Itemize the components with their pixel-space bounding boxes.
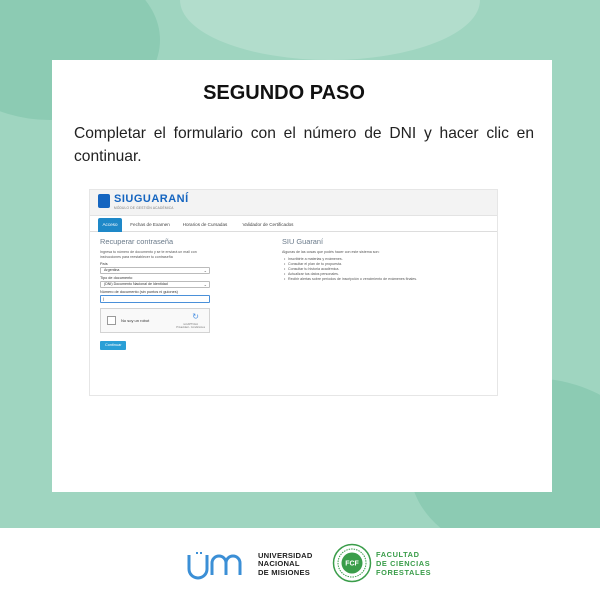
doc-number-input[interactable]: | <box>100 295 210 303</box>
step-instruction: Completar el formulario con el número de DNI y hacer clic en continuar. <box>74 125 534 165</box>
unam-logo-icon <box>186 549 252 581</box>
siu-header <box>90 190 497 216</box>
background-blob <box>180 0 480 60</box>
siu-info-intro: Algunas de las cosas que podés hacer con este sistema son: <box>282 250 380 254</box>
fcf-name <box>376 551 431 577</box>
country-select[interactable] <box>100 267 210 274</box>
unam-name <box>258 552 313 577</box>
unam-name-line: NACIONAL <box>258 559 300 569</box>
country-label: País <box>100 262 108 266</box>
doc-number-label: Número de documento (sin puntos ni guiones) <box>100 290 178 294</box>
tab-validador-de-certificados[interactable]: Validador de Certificados <box>242 222 294 227</box>
country-select-value: Argentina <box>104 268 120 272</box>
list-item: • Inscribirte a materias y exámenes. <box>288 257 482 262</box>
siu-info-heading: SIU Guaraní <box>282 237 324 246</box>
fcf-seal-icon <box>332 543 372 583</box>
footer <box>0 528 600 600</box>
continue-button[interactable]: Continuar <box>100 341 126 350</box>
chevron-down-icon: ⌄ <box>203 268 207 273</box>
recaptcha-icon: ↻ <box>192 312 199 321</box>
doc-type-select-value: (DNI) Documento Nacional de Identidad <box>104 282 168 286</box>
recover-help-text: Ingresa tu número de documento y se te enviará un mail con instrucciones para reestablecer tu contraseña <box>100 250 197 259</box>
recaptcha-checkbox[interactable] <box>107 316 116 325</box>
doc-type-select[interactable] <box>100 281 210 288</box>
tab-fechas-de-examen[interactable]: Fechas de Examen <box>130 222 170 227</box>
tab-horarios-de-cursadas[interactable]: Horarios de Cursadas <box>182 222 228 227</box>
siu-info-panel <box>282 237 482 282</box>
fcf-name-line: FORESTALES <box>376 567 432 577</box>
recaptcha-brand-name: reCAPTCHA <box>183 323 198 326</box>
unam-name-line: UNIVERSIDAD <box>258 551 313 560</box>
list-item: • Consultar tu historia académica. <box>288 267 482 272</box>
fcf-seal-text: FCF <box>345 560 359 568</box>
fcf-name-line: FACULTAD <box>376 550 420 559</box>
recaptcha-label: No soy un robot <box>121 318 150 323</box>
recaptcha-widget <box>100 308 210 333</box>
tab-acceso[interactable]: Acceso <box>98 218 122 232</box>
siu-tabs <box>90 216 497 232</box>
siu-logo-text: SIUGUARANÍ <box>114 193 189 205</box>
list-item: • Recibir alertas sobre períodos de inscripción o vencimiento de exámenes finales. <box>288 277 482 282</box>
list-item: • Consultar el plan de tu propuesta. <box>288 262 482 267</box>
unam-name-line: DE MISIONES <box>258 567 310 577</box>
list-item: • Actualizar tus datos personales. <box>288 272 482 277</box>
doc-type-label: Tipo de documento <box>100 276 133 280</box>
fcf-name-line: DE CIENCIAS <box>376 558 431 568</box>
recover-form <box>100 237 210 351</box>
siu-logo-icon <box>98 194 110 208</box>
siu-info-list <box>282 257 482 282</box>
siu-screenshot <box>89 189 498 396</box>
chevron-down-icon: ⌄ <box>203 282 207 287</box>
recaptcha-links[interactable]: Privacidad - Condiciones <box>176 326 205 329</box>
siu-logo-subtitle: MÓDULO DE GESTIÓN ACADÉMICA <box>114 206 174 210</box>
step-title: SEGUNDO PASO <box>203 82 365 104</box>
recaptcha-brand <box>176 323 205 329</box>
recover-heading: Recuperar contraseña <box>100 237 174 246</box>
